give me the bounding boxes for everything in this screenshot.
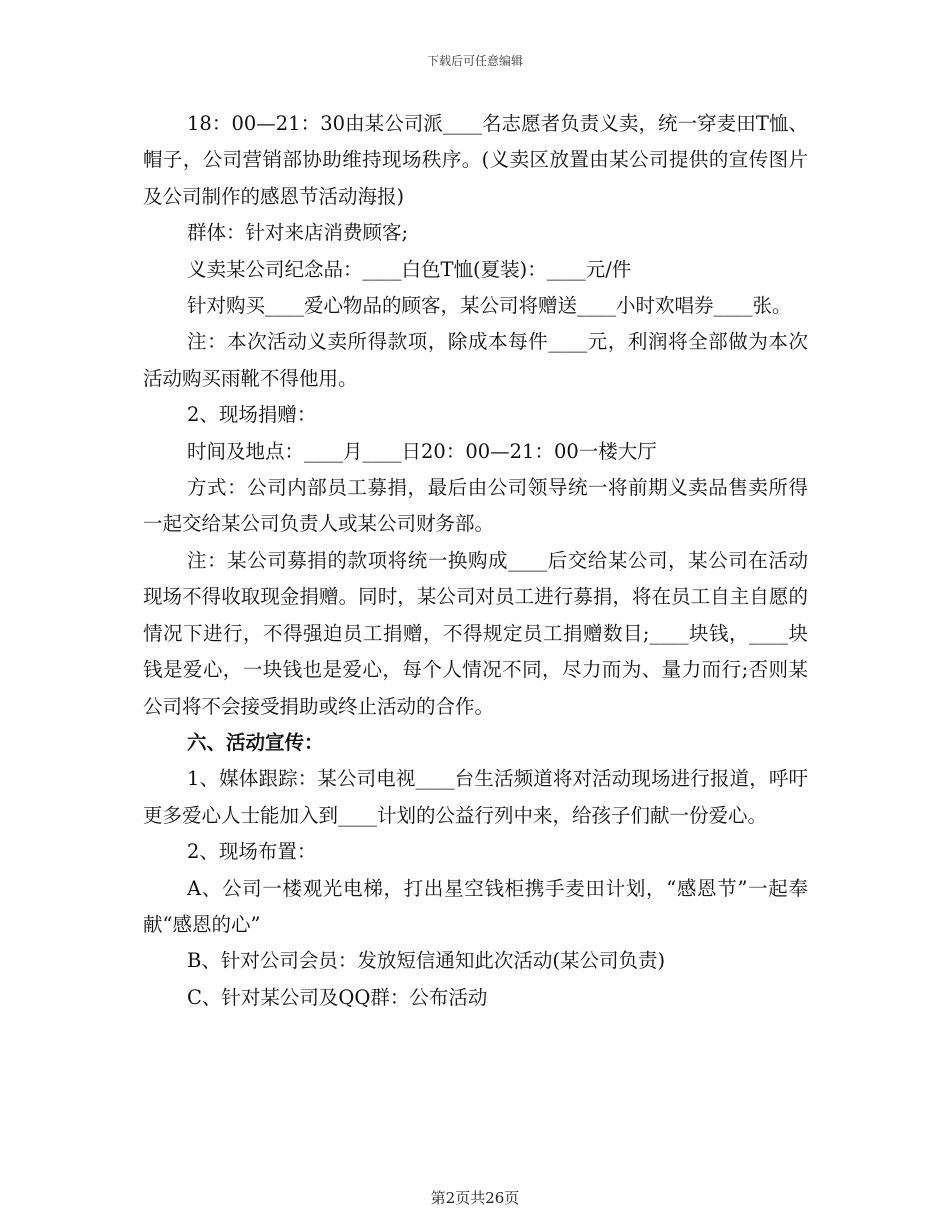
heading-onsite-layout: 2、现场布置：: [187, 840, 317, 864]
paragraph-media-tracking: 1、媒体跟踪：某公司电视____台生活频道将对活动现场进行报道，呼吁更多爱心人士能加入到____计划的公益行列中来，给孩子们献一份爱心。: [143, 767, 808, 827]
heading-publicity: 六、活动宣传：: [187, 730, 324, 754]
paragraph-gift-voucher: 针对购买____爱心物品的顾客，某公司将赠送____小时欢唱券____张。: [187, 294, 792, 318]
paragraph-target-group: 群体：针对来店消费顾客;: [187, 221, 409, 245]
paragraph-item-b: B、针对公司会员：发放短信通知此次活动(某公司负责): [187, 949, 666, 973]
page-number-footer: 第2页共26页: [430, 1189, 520, 1207]
paragraph-sale-proceeds-note: 注：本次活动义卖所得款项，除成本每件____元，利润将全部做为本次活动购买雨靴不得他用。: [143, 330, 808, 390]
document-body: [143, 106, 808, 1016]
paragraph-item-c: C、针对某公司及QQ群：公布活动: [187, 985, 488, 1009]
page-header: 下载后可任意编辑: [426, 54, 523, 68]
paragraph-donation-method: 方式：公司内部员工募捐，最后由公司领导统一将前期义卖品售卖所得一起交给某公司负责人或某公司财务部。: [143, 476, 808, 536]
paragraph-time-place: 时间及地点：____月____日20：00—21：00一楼大厅: [187, 439, 657, 463]
heading-onsite-donation: 2、现场捐赠：: [187, 403, 317, 427]
paragraph-charity-sale-staff: 18：00—21：30由某公司派____名志愿者负责义卖，统一穿麦田T恤、帽子，公司营销部协助维持现场秩序。(义卖区放置由某公司提供的宣传图片及公司制作的感恩节活动海报): [143, 112, 808, 208]
paragraph-souvenir-sale: 义卖某公司纪念品：____白色T恤(夏装)：____元/件: [187, 257, 632, 281]
paragraph-donation-note: 注：某公司募捐的款项将统一换购成____后交给某公司，某公司在活动现场不得收取现金捐赠。同时，某公司对员工进行募捐，将在员工自主自愿的情况下进行，不得强迫员工捐赠，不得规定员工捐赠数目;____块钱，____块钱是爱心，一块钱也是爱心，每个人情况不同，尽力而为、量力而行;否则某公司将不会接受捐助或终止活动的合作。: [143, 548, 808, 718]
paragraph-item-a: A、公司一楼观光电梯，打出星空钱柜携手麦田计划，“感恩节”一起奉献“感恩的心”: [143, 876, 808, 936]
